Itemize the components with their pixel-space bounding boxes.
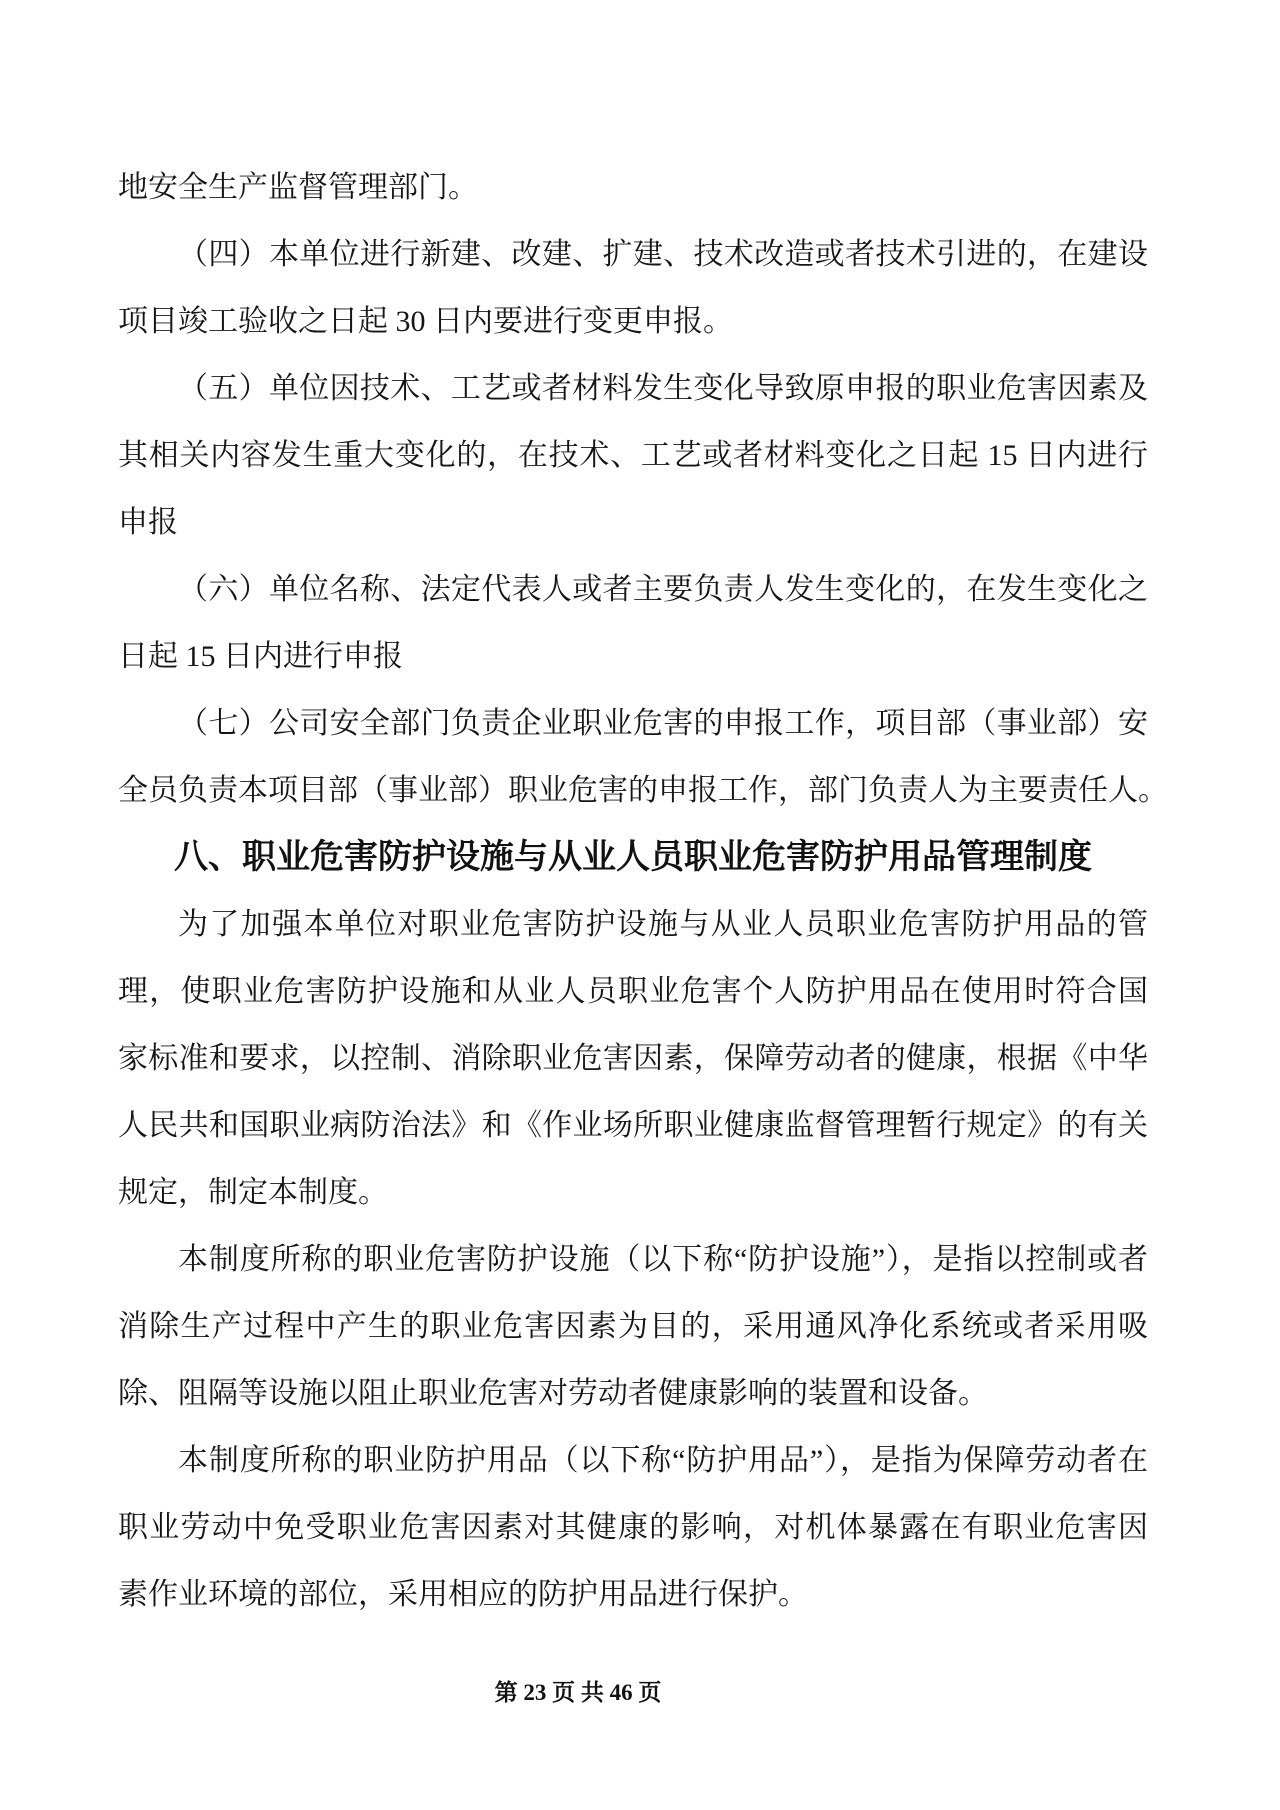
text-line: （六）单位名称、法定代表人或者主要负责人发生变化的，在发生变化之 <box>178 573 1148 606</box>
text-line: 除、阻隔等设施以阻止职业危害对劳动者健康影响的装置和设备。 <box>118 1377 988 1410</box>
page-body <box>118 154 1168 1628</box>
text-line: 素作业环境的部位，采用相应的防护用品进行保护。 <box>118 1578 808 1611</box>
text-line: 为了加强本单位对职业危害防护设施与从业人员职业危害防护用品的管 <box>178 908 1148 941</box>
text-line: （五）单位因技术、工艺或者材料发生变化导致原申报的职业危害因素及 <box>178 372 1148 405</box>
text-line: 全员负责本项目部（事业部）职业危害的申报工作，部门负责人为主要责任人。 <box>118 774 1168 807</box>
text-line: 地安全生产监督管理部门。 <box>118 171 478 204</box>
section-heading: 八、职业危害防护设施与从业人员职业危害防护用品管理制度 <box>174 838 1092 876</box>
paragraph <box>118 221 1148 355</box>
text-line: 人民共和国职业病防治法》和《作业场所职业健康监督管理暂行规定》的有关 <box>118 1109 1148 1142</box>
paragraph <box>118 1427 1148 1628</box>
text-line: 规定，制定本制度。 <box>118 1176 388 1209</box>
text-line: 消除生产过程中产生的职业危害因素为目的，采用通风净化系统或者采用吸 <box>118 1310 1148 1343</box>
paragraph <box>118 355 1148 556</box>
text-line: 项目竣工验收之日起 30 日内要进行变更申报。 <box>118 305 733 338</box>
page-number: 第 23 页 共 46 页 <box>494 1680 662 1705</box>
paragraph <box>118 690 1168 824</box>
text-line: 理，使职业危害防护设施和从业人员职业危害个人防护用品在使用时符合国 <box>118 975 1148 1008</box>
text-line: （四）本单位进行新建、改建、扩建、技术改造或者技术引进的，在建设 <box>178 238 1148 271</box>
text-line: 家标准和要求，以控制、消除职业危害因素，保障劳动者的健康，根据《中华 <box>118 1042 1148 1075</box>
paragraph <box>118 1226 1148 1427</box>
text-line: 本制度所称的职业危害防护设施（以下称“防护设施”），是指以控制或者 <box>178 1243 1148 1276</box>
text-line: （七）公司安全部门负责企业职业危害的申报工作，项目部（事业部）安 <box>178 707 1148 740</box>
text-line: 日起 15 日内进行申报 <box>118 640 403 673</box>
text-line: 职业劳动中免受职业危害因素对其健康的影响，对机体暴露在有职业危害因 <box>118 1511 1148 1544</box>
paragraph <box>118 556 1148 690</box>
text-line: 其相关内容发生重大变化的，在技术、工艺或者材料变化之日起 15 日内进行 <box>118 439 1148 472</box>
paragraph <box>118 154 1148 221</box>
text-line: 本制度所称的职业防护用品（以下称“防护用品”），是指为保障劳动者在 <box>178 1444 1148 1477</box>
page-footer <box>0 1676 1156 1710</box>
text-line: 申报 <box>118 506 178 539</box>
paragraph <box>118 891 1148 1226</box>
